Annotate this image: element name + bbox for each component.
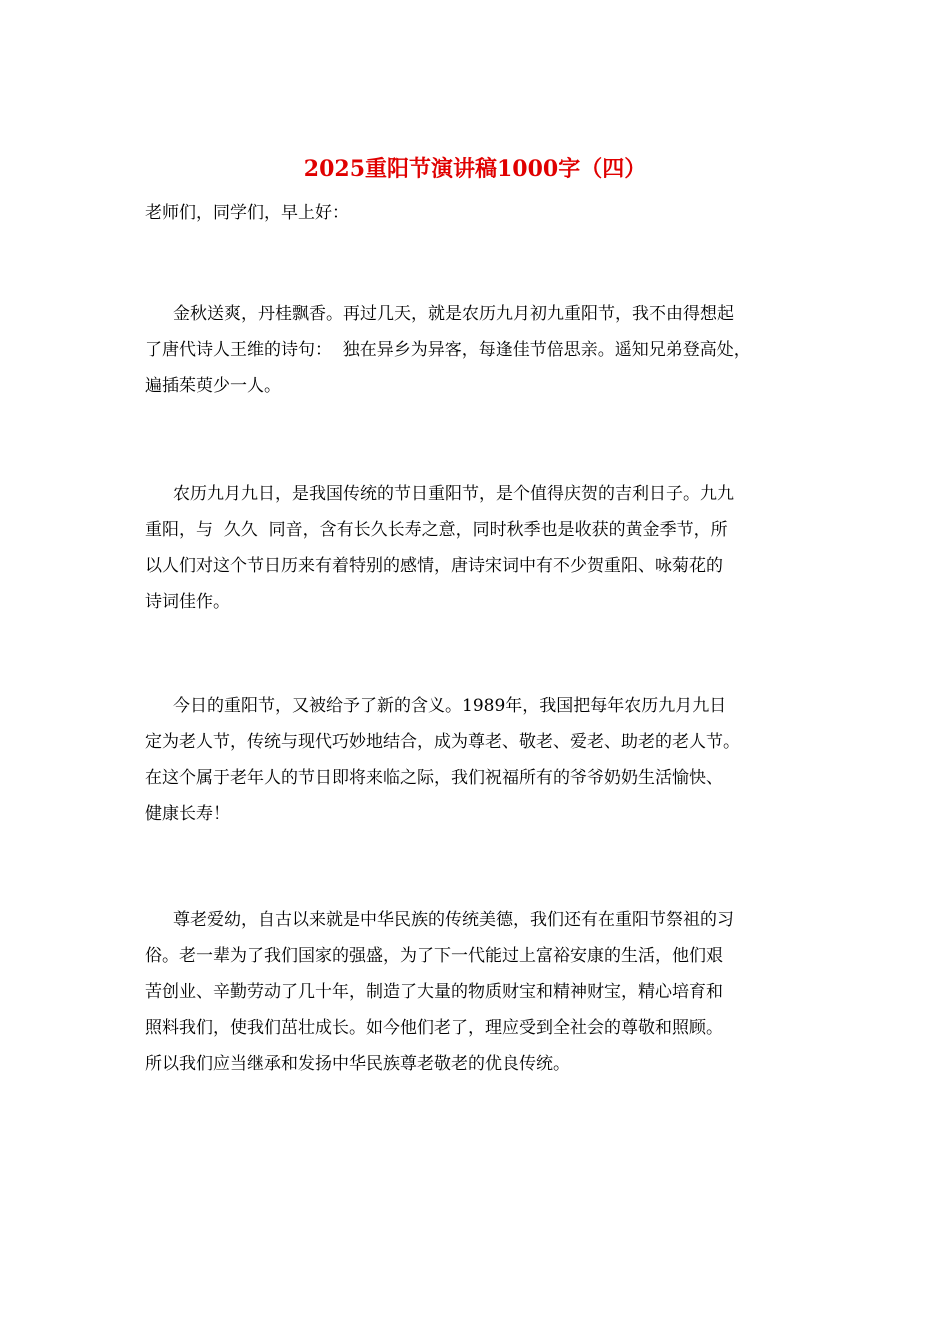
paragraph-4	[145, 902, 825, 1082]
paragraph-line: 了唐代诗人王维的诗句： 独在异乡为异客，每逢佳节倍思亲。遥知兄弟登高处，	[145, 340, 751, 360]
paragraph-line: 定为老人节，传统与现代巧妙地结合，成为尊老、敬老、爱老、助老的老人节。	[145, 732, 740, 752]
paragraph-line: 苦创业、辛勤劳动了几十年，制造了大量的物质财宝和精神财宝，精心培育和	[145, 982, 723, 1002]
paragraph-line: 健康长寿！	[145, 804, 230, 824]
paragraph-line: 今日的重阳节，又被给予了新的含义。1989年，我国把每年农历九月九日	[173, 696, 727, 716]
paragraph-line: 俗。老一辈为了我们国家的强盛，为了下一代能过上富裕安康的生活，他们艰	[145, 946, 723, 966]
paragraph-line: 农历九月九日，是我国传统的节日重阳节，是个值得庆贺的吉利日子。九九	[173, 484, 734, 504]
paragraph-2	[145, 476, 825, 620]
paragraph-line: 遍插茱萸少一人。	[145, 376, 281, 396]
document-title: 2025重阳节演讲稿1000字（四）	[303, 156, 647, 182]
paragraph-3	[145, 688, 825, 832]
paragraph-line: 重阳，与 久久 同音，含有长久长寿之意，同时秋季也是收获的黄金季节，所	[145, 520, 728, 540]
paragraph-line: 金秋送爽，丹桂飘香。再过几天，就是农历九月初九重阳节，我不由得想起	[173, 304, 734, 324]
paragraph-1	[145, 296, 825, 404]
paragraph-line: 尊老爱幼，自古以来就是中华民族的传统美德，我们还有在重阳节祭祖的习	[173, 910, 734, 930]
paragraph-line: 所以我们应当继承和发扬中华民族尊老敬老的优良传统。	[145, 1054, 570, 1074]
paragraph-line: 照料我们，使我们茁壮成长。如今他们老了，理应受到全社会的尊敬和照顾。	[145, 1018, 723, 1038]
greeting-line: 老师们，同学们，早上好：	[145, 203, 349, 223]
paragraph-line: 以人们对这个节日历来有着特别的感情，唐诗宋词中有不少贺重阳、咏菊花的	[145, 556, 723, 576]
paragraph-line: 诗词佳作。	[145, 592, 230, 612]
paragraph-line: 在这个属于老年人的节日即将来临之际，我们祝福所有的爷爷奶奶生活愉快、	[145, 768, 723, 788]
